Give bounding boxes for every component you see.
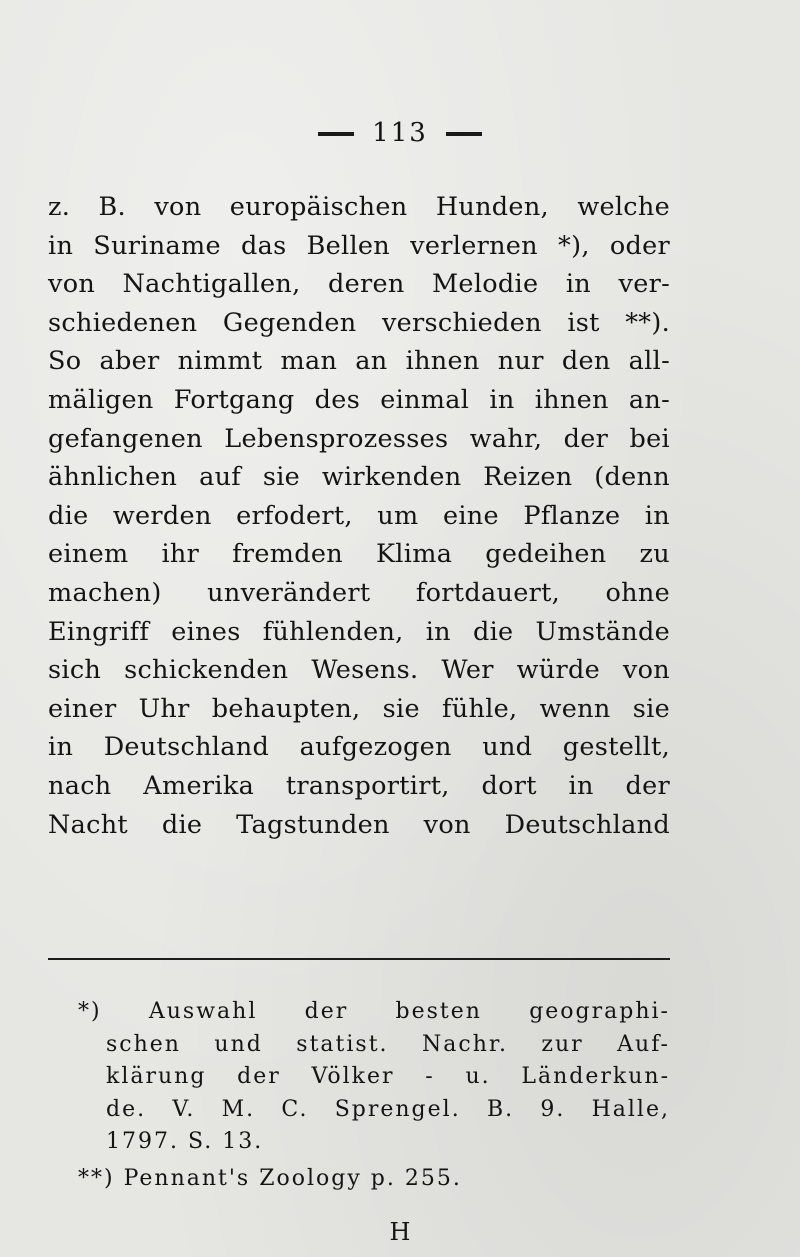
- text-line: machen) unverändert fortdauert, ohne: [48, 577, 670, 608]
- text-line: Nacht die Tagstunden von Deutschland: [48, 809, 670, 840]
- header-dash-right: [446, 132, 482, 136]
- text-line: von Nachtigallen, deren Melodie in ver-: [48, 269, 670, 300]
- text-line: z. B. von europäischen Hunden, welche: [48, 192, 670, 222]
- page-header: [0, 118, 800, 148]
- text-line: mäligen Fortgang des einmal in ihnen an-: [48, 384, 670, 415]
- footnote-rule: [48, 958, 670, 960]
- text-line: schiedenen Gegenden verschieden ist **).: [48, 307, 670, 338]
- text-line: Eingriff eines fühlenden, in die Umstände: [48, 616, 670, 647]
- text-line: So aber nimmt man an ihnen nur den all-: [48, 346, 670, 377]
- footnote-line: *) Auswahl der besten geographi-: [78, 999, 670, 1024]
- text-line: sich schickenden Wesens. Wer würde von: [48, 655, 670, 686]
- text-line: einem ihr fremden Klima gedeihen zu: [48, 539, 670, 570]
- signature-mark: H: [389, 1218, 411, 1246]
- page-number: 113: [372, 118, 428, 148]
- footnote-1: [78, 996, 670, 1159]
- header-dash-left: [318, 132, 354, 136]
- text-line: in Deutschland aufgezogen und gestellt,: [48, 732, 670, 763]
- text-line: einer Uhr behaupten, sie fühle, wenn sie: [48, 693, 670, 724]
- footnote-line: **) Pennant's Zoology p. 255.: [78, 1165, 462, 1191]
- footnote-line: 1797. S. 13.: [106, 1129, 264, 1154]
- text-line: ähnlichen auf sie wirkenden Reizen (denn: [48, 462, 670, 493]
- footnote-line: schen und statist. Nachr. zur Auf-: [106, 1031, 670, 1057]
- footnotes: [78, 996, 670, 1199]
- footnote-line: de. V. M. C. Sprengel. B. 9. Halle,: [106, 1096, 670, 1122]
- text-line: nach Amerika transportirt, dort in der: [48, 770, 670, 801]
- text-line: in Suriname das Bellen verlernen *), oder: [48, 230, 670, 261]
- text-line: gefangenen Lebensprozesses wahr, der bei: [48, 423, 670, 454]
- text-line: die werden erfodert, um eine Pflanze in: [48, 500, 670, 531]
- footnote-2: [78, 1163, 670, 1196]
- footnote-line: klärung der Völker - u. Länderkun-: [106, 1064, 670, 1089]
- main-text: [48, 188, 670, 844]
